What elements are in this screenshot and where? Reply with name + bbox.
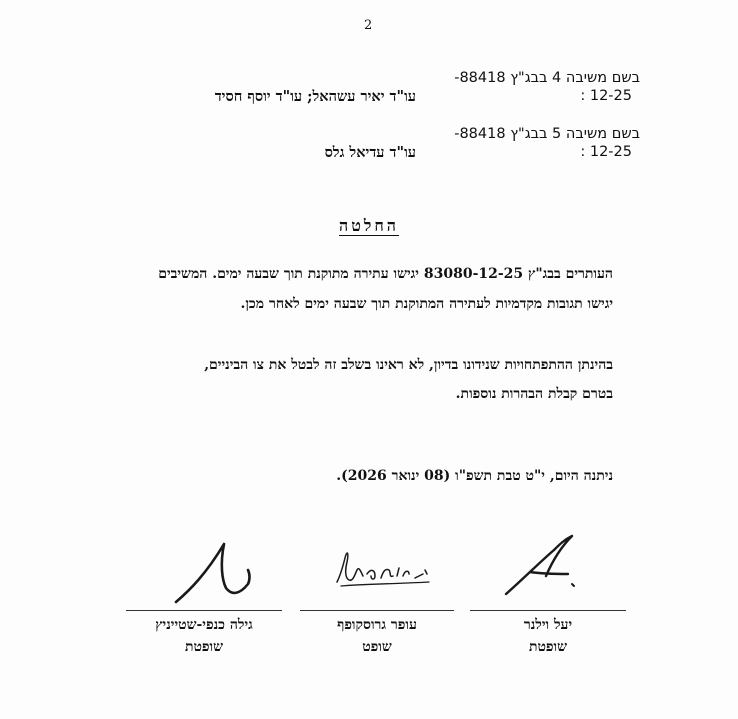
respondent-5-lawyers: עו"ד עדיאל גלס (324, 144, 416, 161)
signature-line-judge-1 (470, 610, 626, 611)
respondent-4-label-cont: : 12-25 (580, 88, 632, 104)
decision-title: החלטה (338, 216, 400, 235)
signature-judge-3 (168, 540, 253, 612)
respondent-4-lawyers: עו"ד יאיר עשהאל; עו"ד יוסף חסיד (214, 88, 416, 105)
decision-paragraph-2-line-2: בטרם קבלת הבהרות נוספות. (455, 386, 613, 402)
respondent-5-label-cont: : 12-25 (580, 144, 632, 160)
respondent-5-label: בשם משיבה 5 בבג"ץ 88418- (454, 126, 640, 142)
page-number: 2 (364, 18, 373, 33)
given-date-line: ניתנה היום, י"ט טבת תשפ"ו (08 ינואר 2026). (336, 468, 613, 484)
respondent-4-label: בשם משיבה 4 בבג"ץ 88418- (454, 70, 640, 86)
judge-3-name: גילה כנפי-שטייניץ (155, 617, 253, 633)
signature-judge-1 (500, 532, 590, 602)
signature-line-judge-3 (126, 610, 282, 611)
judge-3-title: שופטת (184, 639, 224, 655)
judge-1-name: יעל וילנר (523, 617, 573, 633)
judge-2-title: שופט (362, 639, 392, 655)
decision-paragraph-1-line-1: העותרים בבג"ץ 83080-12-25 יגישו עתירה מתוקנת תוך שבעה ימים. המשיבים (158, 266, 613, 282)
signature-line-judge-2 (300, 610, 454, 611)
judge-1-title: שופטת (528, 639, 568, 655)
judge-2-name: עופר גרוסקופף (337, 617, 417, 633)
decision-paragraph-1-line-2: יגישו תגובות מקדמיות לעתירה המתוקנת תוך שבעה ימים לאחר מכן. (240, 296, 613, 312)
decision-paragraph-2-line-1: בהינתן ההתפתחויות שנידונו בדיון, לא ראינו בשלב זה לבטל את צו הביניים, (204, 357, 613, 373)
signature-judge-2 (333, 540, 433, 592)
